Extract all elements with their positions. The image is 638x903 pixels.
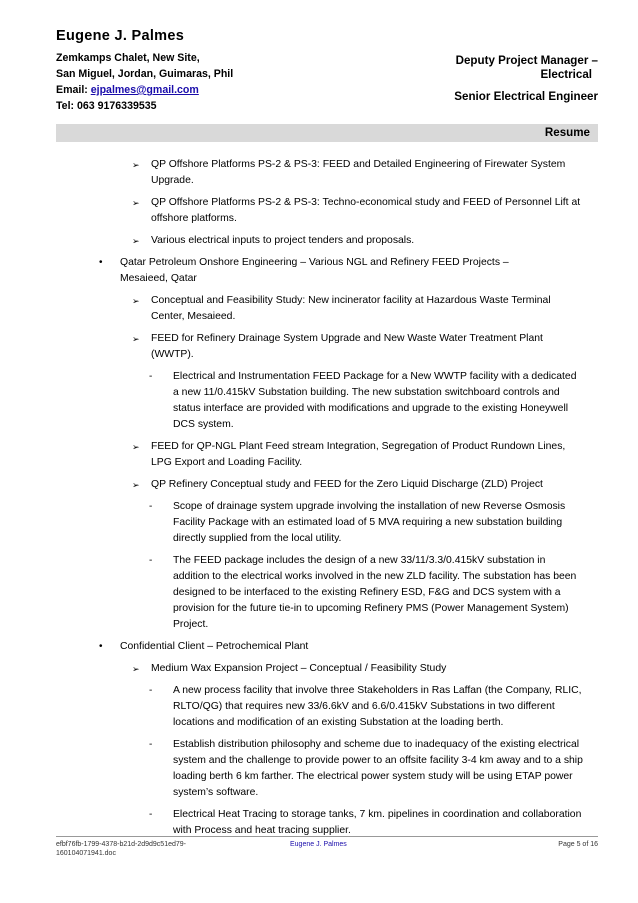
item-text: Electrical Heat Tracing to storage tanks, 7 km. pipelines in coordination and collaboration with Process and heat tracing supplier.: [173, 809, 582, 836]
header-address-line1: Zemkamps Chalet, New Site,: [56, 52, 200, 64]
arrow-item: [132, 293, 581, 325]
dash-item: [149, 683, 583, 731]
footer-divider: [56, 836, 598, 837]
item-text: QP Refinery Conceptual study and FEED for the Zero Liquid Discharge (ZLD) Project: [151, 479, 543, 490]
arrow-item: [132, 195, 581, 227]
arrow-bullet-icon: ➢: [132, 664, 140, 674]
dash-marker: -: [149, 555, 153, 566]
dash-marker: -: [149, 501, 153, 512]
arrow-item: [132, 439, 581, 471]
header-address-line2: San Miguel, Jordan, Guimaras, Phil: [56, 68, 234, 80]
item-text: A new process facility that involve three Stakeholders in Ras Laffan (the Company, RLIC, RLTO/QG) that requires new 33/6.6kV and 6.6/0.415kV Substations in two different locations and modification of an existing Substation at the loading berth.: [173, 685, 582, 728]
arrow-item: [132, 157, 581, 189]
dash-item: [149, 737, 583, 801]
arrow-bullet-icon: ➢: [132, 296, 140, 306]
bullet-icon: •: [99, 641, 103, 652]
footer-author: Eugene J. Palmes: [290, 841, 347, 848]
email-link[interactable]: ejpalmes@gmail.com: [90, 84, 199, 96]
arrow-bullet-icon: ➢: [132, 480, 140, 490]
footer-doc-id-line1: efbf76fb-1799-4378-b21d-2d9d9c51ed79-: [56, 841, 186, 848]
item-text: Electrical and Instrumentation FEED Package for a New WWTP facility with a dedicated a new 11/0.415kV Substation building. The new substation switchboard controls and status interface are provided with modifications and upgrade to the existing Honeywell DCS system.: [173, 371, 577, 430]
dash-marker: -: [149, 809, 153, 820]
item-text: Confidential Client – Petrochemical Plant: [120, 641, 309, 652]
arrow-item: [132, 233, 581, 249]
arrow-bullet-icon: ➢: [132, 198, 140, 208]
header-role-primary-line2: Electrical: [540, 68, 592, 81]
arrow-bullet-icon: ➢: [132, 236, 140, 246]
header-name: Eugene J. Palmes: [56, 28, 185, 44]
dash-marker: -: [149, 371, 153, 382]
arrow-bullet-icon: ➢: [132, 334, 140, 344]
item-text: QP Offshore Platforms PS-2 & PS-3: Techno-economical study and FEED of Personnel Lift at offshore platforms.: [151, 197, 581, 224]
item-text: Various electrical inputs to project tenders and proposals.: [151, 235, 415, 246]
item-text: QP Offshore Platforms PS-2 & PS-3: FEED and Detailed Engineering of Firewater System Upgrade.: [151, 159, 566, 186]
item-text: Medium Wax Expansion Project – Conceptual / Feasibility Study: [151, 663, 447, 674]
header-role-primary-line1: Deputy Project Manager –: [455, 54, 598, 67]
dash-item: [149, 553, 583, 633]
footer-doc-id-line2: 160104071941.doc: [56, 850, 116, 857]
item-text: Scope of drainage system upgrade involving the installation of new Reverse Osmosis Facility Package with an estimated load of 5 MVA requiring a new substation building directly supplied from the local utility.: [173, 501, 566, 544]
item-text: Establish distribution philosophy and scheme due to inadequacy of the existing electrical system and the challenge to provide power to an offsite facility 3-4 km away and to a ship loading berth 6 km farther. The electrical power system study will be using ETAP power system’s software.: [173, 739, 583, 798]
email-label: Email:: [56, 84, 91, 96]
header-role-secondary: Senior Electrical Engineer: [454, 90, 598, 103]
bullet-item: [99, 255, 552, 287]
bullet-icon: •: [99, 257, 103, 268]
experience-list: [0, 157, 638, 845]
dash-marker: -: [149, 739, 153, 750]
header-email: [56, 84, 199, 97]
arrow-bullet-icon: ➢: [132, 442, 140, 452]
resume-section-bar: Resume: [56, 124, 598, 142]
dash-item: [149, 807, 583, 839]
item-text: Conceptual and Feasibility Study: New incinerator facility at Hazardous Waste Terminal Center, Mesaieed.: [151, 295, 551, 322]
item-text: The FEED package includes the design of a new 33/11/3.3/0.415kV substation in addition to the electrical works involved in the new ZLD facility. The substation has been designed to be interfaced to the existing Refinery ESD, F&G and DCS system with a provision for the future tie-in to upcoming Refinery PMS (Power Management System) Project.: [173, 555, 577, 630]
arrow-item: [132, 477, 581, 493]
dash-marker: -: [149, 685, 153, 696]
item-text: FEED for QP-NGL Plant Feed stream Integration, Segregation of Product Rundown Lines, LPG Export and Loading Facility.: [151, 441, 566, 468]
footer-doc-id: [56, 840, 186, 858]
header-phone: Tel: 063 9176339535: [56, 100, 157, 112]
dash-item: [149, 499, 583, 547]
arrow-item: [132, 331, 581, 363]
dash-item: [149, 369, 583, 433]
item-text: FEED for Refinery Drainage System Upgrade and New Waste Water Treatment Plant (WWTP).: [151, 333, 543, 360]
arrow-bullet-icon: ➢: [132, 160, 140, 170]
bullet-item: [99, 639, 552, 655]
arrow-item: [132, 661, 581, 677]
item-text: Qatar Petroleum Onshore Engineering – Various NGL and Refinery FEED Projects – Mesaieed, Qatar: [120, 257, 509, 284]
footer-page-number: Page 5 of 16: [558, 841, 598, 848]
